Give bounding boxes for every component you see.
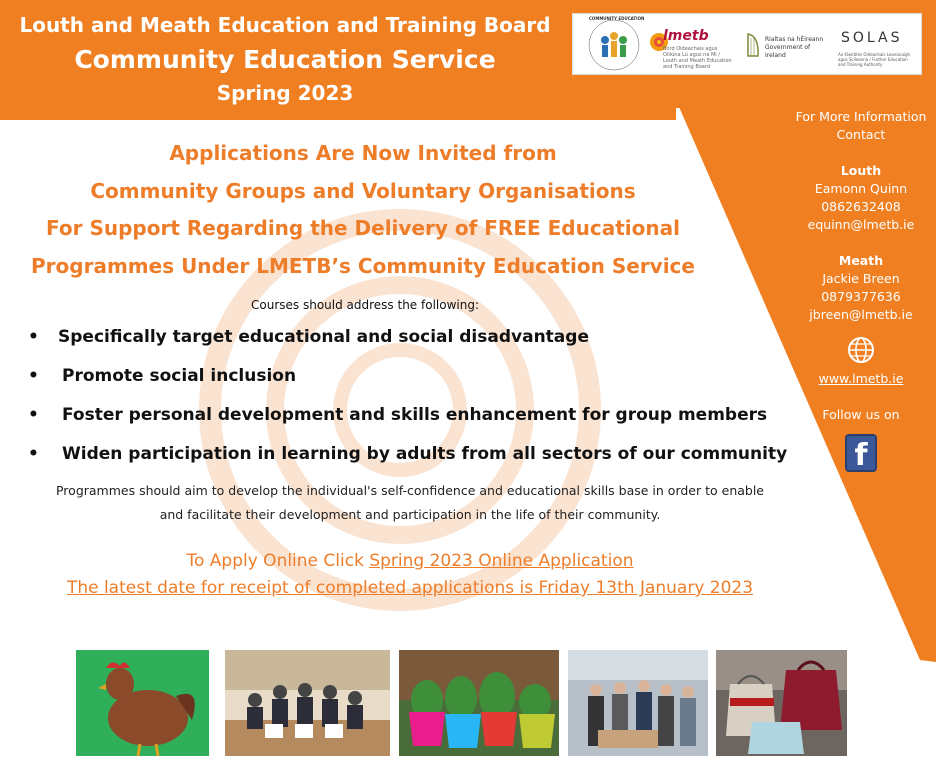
aim-line-1: Programmes should aim to develop the individual's self-confidence and educational skills base in order to enable bbox=[55, 483, 764, 498]
list-item bbox=[28, 364, 808, 403]
facebook-icon[interactable]: f bbox=[845, 434, 877, 472]
community-education-logo bbox=[587, 18, 641, 72]
courses-intro: Courses should address the following: bbox=[251, 298, 479, 312]
meath-email[interactable]: jbreen@lmetb.ie bbox=[809, 307, 913, 322]
photo-hen-painting bbox=[76, 650, 209, 756]
bullet-dot: • bbox=[28, 444, 39, 464]
photo-group-artwork bbox=[225, 650, 390, 756]
title-line-2: Community Groups and Voluntary Organisations bbox=[90, 178, 636, 203]
louth-contact-name: Eamonn Quinn bbox=[814, 181, 908, 196]
season-label: Spring 2023 bbox=[216, 81, 354, 105]
community-education-text: COMMUNITY EDUCATION bbox=[589, 16, 645, 21]
title-line-3: For Support Regarding the Delivery of FREE Educational bbox=[46, 216, 680, 240]
header-title-block bbox=[0, 8, 570, 108]
contact-sidebar bbox=[786, 108, 936, 472]
list-item-text: Specifically target educational and social disadvantage bbox=[58, 327, 589, 347]
photo-flower-pots bbox=[399, 650, 559, 756]
solas-logo-subtext: An tSeirbhís Oideachais Leanúnaigh agus Scileanna / Further Education and Training Authority bbox=[838, 52, 911, 67]
photo-group-standing bbox=[568, 650, 708, 756]
solas-logo-text: SOLAS bbox=[841, 30, 903, 46]
partner-logos bbox=[572, 13, 922, 75]
info-line-1: For More Information bbox=[795, 109, 927, 124]
info-line-2: Contact bbox=[836, 127, 886, 142]
bullet-dot: • bbox=[28, 327, 39, 347]
apply-line bbox=[0, 548, 820, 575]
course-criteria-list bbox=[28, 325, 808, 481]
meath-heading: Meath bbox=[838, 253, 884, 268]
list-item bbox=[28, 325, 808, 364]
invitation-title bbox=[0, 135, 726, 285]
louth-email[interactable]: equinn@lmetb.ie bbox=[807, 217, 915, 232]
board-name: Louth and Meath Education and Training Board bbox=[19, 13, 551, 37]
apply-section bbox=[0, 548, 820, 602]
apply-prefix: To Apply Online Click bbox=[186, 551, 370, 571]
photo-handbags bbox=[716, 650, 847, 756]
bullet-dot: • bbox=[28, 366, 39, 386]
list-item bbox=[28, 403, 808, 442]
meath-phone: 0879377636 bbox=[821, 289, 901, 304]
online-application-link[interactable]: Spring 2023 Online Application bbox=[369, 551, 634, 571]
harp-icon bbox=[745, 32, 761, 58]
globe-icon bbox=[847, 336, 875, 364]
list-item-text: Foster personal development and skills enhancement for group members bbox=[62, 405, 768, 425]
list-item bbox=[28, 442, 808, 481]
follow-us-label: Follow us on bbox=[822, 407, 900, 422]
lmetb-logo-subtext: Bord Oideachais agus Oiliúna Lú agus na Mí / Louth and Meath Education and Training Board bbox=[663, 46, 732, 70]
title-line-4: Programmes Under LMETB’s Community Education Service bbox=[31, 253, 695, 278]
list-item-text: Promote social inclusion bbox=[62, 366, 297, 386]
programme-aim bbox=[20, 479, 800, 527]
title-line-1: Applications Are Now Invited from bbox=[169, 141, 557, 165]
meath-contact-name: Jackie Breen bbox=[822, 271, 900, 286]
government-logo-text: Rialtas na hÉireann Government of Ireland bbox=[765, 36, 824, 59]
deadline-link[interactable]: The latest date for receipt of completed applications is Friday 13th January 2023 bbox=[66, 578, 754, 598]
list-item-text: Widen participation in learning by adults from all sectors of our community bbox=[62, 444, 788, 464]
website-link[interactable]: www.lmetb.ie bbox=[818, 371, 904, 386]
aim-line-2: and facilitate their development and participation in the life of their community. bbox=[159, 507, 661, 522]
service-name: Community Education Service bbox=[74, 45, 496, 74]
louth-phone: 0862632408 bbox=[821, 199, 901, 214]
lmetb-logo-text: lmetb bbox=[663, 28, 709, 44]
bullet-dot: • bbox=[28, 405, 39, 425]
louth-heading: Louth bbox=[840, 163, 882, 178]
